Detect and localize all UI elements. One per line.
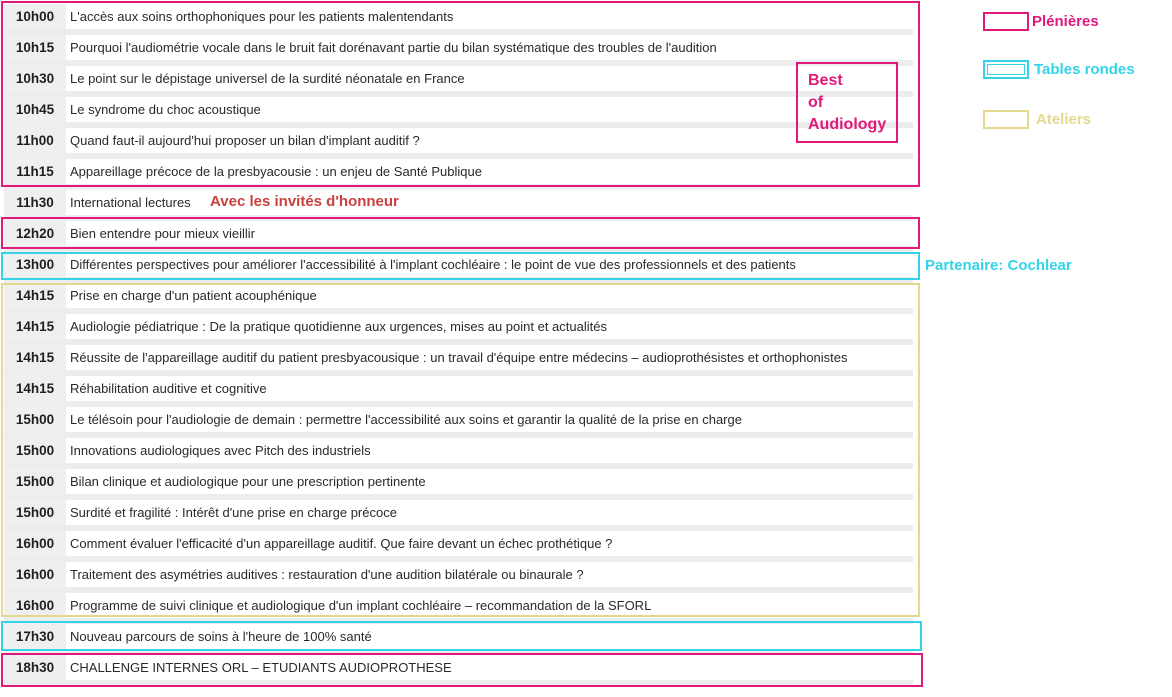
session-time: 14h15 — [4, 345, 66, 370]
session-time: 10h30 — [4, 66, 66, 91]
session-title: Traitement des asymétries auditives : restauration d'une audition bilatérale ou binaurale ? — [70, 567, 584, 582]
session-time: 16h00 — [4, 562, 66, 587]
session-time: 15h00 — [4, 469, 66, 494]
session-title: CHALLENGE INTERNES ORL – ETUDIANTS AUDIOPROTHESE — [70, 660, 452, 675]
session-title: Bilan clinique et audiologique pour une prescription pertinente — [70, 474, 426, 489]
session-time: 11h30 — [4, 190, 66, 215]
best-of-audiology-label — [796, 62, 898, 143]
pleniere-box-1830 — [1, 653, 923, 687]
partner-label: Partenaire: Cochlear — [925, 257, 1072, 274]
session-time: 14h15 — [4, 376, 66, 401]
session-title: Le télésoin pour l'audiologie de demain : permettre l'accessibilité aux soins et garantir la qualité de la prise en charge — [70, 412, 742, 427]
session-title: Réussite de l'appareillage auditif du patient presbyacousique : un travail d'équipe entre médecins – audioprothésistes et orthophonistes — [70, 350, 848, 365]
legend-label-pleniere: Plénières — [1032, 13, 1099, 30]
session-title: Audiologie pédiatrique : De la pratique quotidienne aux urgences, mises au point et actualités — [70, 319, 607, 334]
legend-swatch-ateliers — [983, 110, 1029, 129]
session-title: L'accès aux soins orthophoniques pour les patients malentendants — [70, 9, 454, 24]
session-title: Différentes perspectives pour améliorer l'accessibilité à l'implant cochléaire : le point de vue des professionnels et des patients — [70, 257, 796, 272]
legend-swatch-tables-rondes — [983, 60, 1029, 79]
session-time: 11h00 — [4, 128, 66, 153]
session-time: 15h00 — [4, 500, 66, 525]
session-title: Réhabilitation auditive et cognitive — [70, 381, 267, 396]
session-time: 14h15 — [4, 283, 66, 308]
legend-label-tables-rondes: Tables rondes — [1034, 61, 1135, 78]
session-title: Appareillage précoce de la presbyacousie : un enjeu de Santé Publique — [70, 164, 482, 179]
session-time: 15h00 — [4, 438, 66, 463]
best-of-line-3: Audiology — [808, 116, 887, 133]
session-title: Comment évaluer l'efficacité d'un appareillage auditif. Que faire devant un échec prothétique ? — [70, 536, 613, 551]
session-time: 10h45 — [4, 97, 66, 122]
session-title: Innovations audiologiques avec Pitch des industriels — [70, 443, 371, 458]
best-of-line-2: of — [808, 94, 824, 111]
session-title: Quand faut-il aujourd'hui proposer un bilan d'implant auditif ? — [70, 133, 420, 148]
session-title: Bien entendre pour mieux vieillir — [70, 226, 255, 241]
table-ronde-box-1300 — [1, 252, 920, 280]
session-time: 14h15 — [4, 314, 66, 339]
best-of-line-1: Best — [808, 72, 843, 89]
session-title: Surdité et fragilité : Intérêt d'une prise en charge précoce — [70, 505, 397, 520]
session-time: 12h20 — [4, 221, 66, 246]
legend-swatch-pleniere — [983, 12, 1029, 31]
session-time: 10h00 — [4, 4, 66, 29]
pleniere-box-morning — [1, 1, 920, 187]
pleniere-box-1220 — [1, 217, 920, 249]
honor-guests-note: Avec les invités d'honneur — [210, 193, 399, 210]
session-time: 10h15 — [4, 35, 66, 60]
session-title: International lectures — [70, 195, 191, 210]
session-title: Le point sur le dépistage universel de la surdité néonatale en France — [70, 71, 465, 86]
session-time: 17h30 — [4, 624, 66, 649]
ateliers-box — [1, 283, 920, 617]
session-title: Nouveau parcours de soins à l'heure de 100% santé — [70, 629, 372, 644]
session-time: 16h00 — [4, 531, 66, 556]
session-time: 16h00 — [4, 593, 66, 618]
session-title: Pourquoi l'audiométrie vocale dans le bruit fait dorénavant partie du bilan systématique des troubles de l'audition — [70, 40, 717, 55]
session-time: 13h00 — [4, 252, 66, 277]
session-title: Programme de suivi clinique et audiologique d'un implant cochléaire – recommandation de la SFORL — [70, 598, 652, 613]
session-title: Le syndrome du choc acoustique — [70, 102, 261, 117]
legend-label-ateliers: Ateliers — [1036, 111, 1092, 128]
session-title: Prise en charge d'un patient acouphénique — [70, 288, 317, 303]
session-time: 15h00 — [4, 407, 66, 432]
table-ronde-box-1730 — [1, 621, 922, 651]
session-time: 18h30 — [4, 655, 66, 680]
session-time: 11h15 — [4, 159, 66, 184]
